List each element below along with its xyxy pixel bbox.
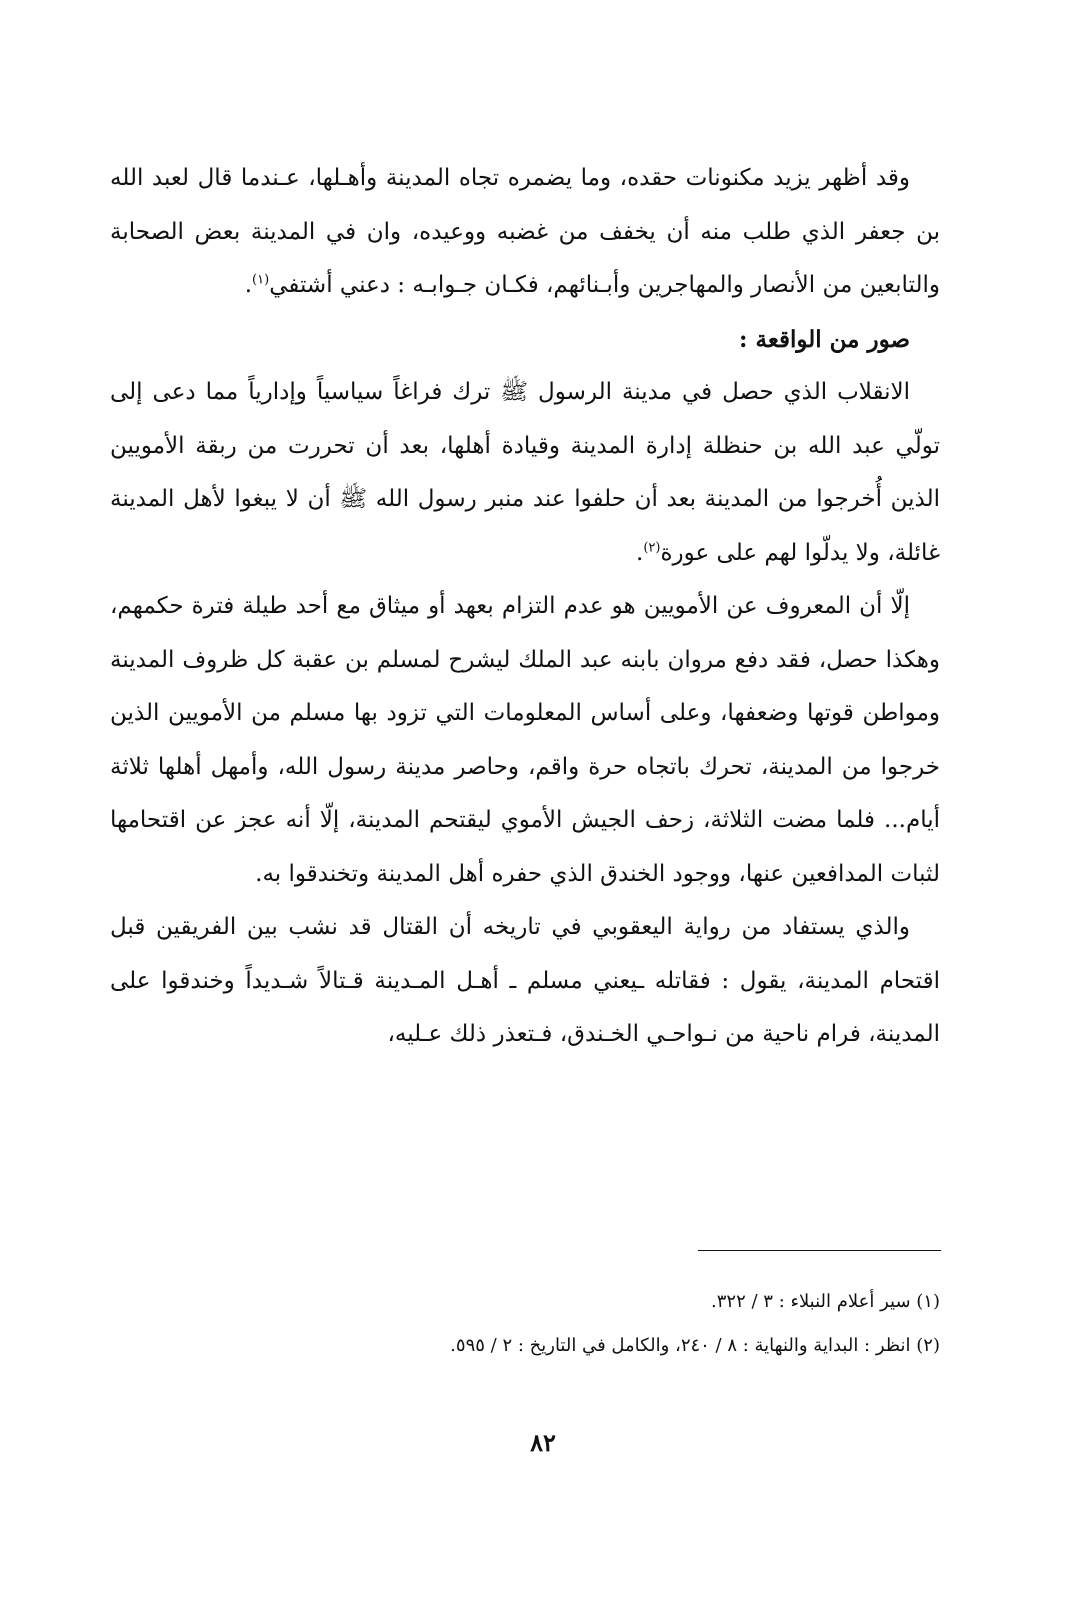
footnote-divider <box>698 1250 941 1251</box>
paragraph-2-tail: . <box>636 539 644 566</box>
section-heading: صور من الواقعة : <box>739 325 910 353</box>
paragraph-2 <box>110 366 940 580</box>
footnotes <box>110 1280 940 1368</box>
footnote-ref-2: (٢) <box>643 539 661 555</box>
paragraph-1 <box>110 152 940 313</box>
paragraph-1-text: وقد أظهر يزيد مكنونات حقده، وما يضمره تجاه المدينة وأهـلها، عـندما قال لعبد الله بن جعفر الذي طلب منه أن يخفف من غضبه ووعيده، وان في المدينة بعض الصحابة والتابعين من الأنصار والمهاجرين وأبـنائهم، فكـان جـوابـه : دعني أشتفي <box>110 165 940 298</box>
paragraph-1-tail: . <box>244 272 253 298</box>
paragraph-3: إلّا أن المعروف عن الأمويين هو عدم التزام بعهد أو ميثاق مع أحد طيلة فترة حكمهم، وهكذا حصل، فقد دفع مروان بابنه عبد الملك ليشرح لمسلم بن عقبة كل ظروف المدينة ومواطن قوتها وضعفها، وعلى أساس المعلومات التي تزود بها مسلم من الأمويين الذين خرجوا من المدينة، تحرك باتجاه حرة واقم، وحاصر مدينة رسول الله، وأمهل أهلها ثلاثة أيام... فلما مضت الثلاثة، زحف الجيش الأموي ليقتحم المدينة، إلّا أنه عجز عن اقتحامها لثبات المدافعين عنها، ووجود الخندق الذي حفره أهل المدينة وتخندقوا به. <box>110 593 940 887</box>
footnote-ref-1: (١) <box>252 272 270 288</box>
paragraph-2-text: الانقلاب الذي حصل في مدينة الرسول ﷺ ترك فراغاً سياسياً وإدارياً مما دعى إلى تولّي عبد الله بن حنظلة إدارة المدينة وقيادة أهلها، بعد أن تحررت من ربقة الأمويين الذين أُخرجوا من المدينة بعد أن حلفوا عند منبر رسول الله ﷺ أن لا يبغوا لأهل المدينة غائلة، ولا يدلّوا لهم على عورة <box>110 379 940 566</box>
footnote-1: (١) سير أعلام النبلاء : ٣ / ٣٢٢. <box>711 1291 940 1312</box>
page-number: ٨٢ <box>530 1428 556 1457</box>
footnote-2: (٢) انظر : البداية والنهاية : ٨ / ٢٤٠، والكامل في التاريخ : ٢ / ٥٩٥. <box>450 1335 940 1356</box>
body-text <box>110 152 940 1062</box>
paragraph-4: والذي يستفاد من رواية اليعقوبي في تاريخه أن القتال قد نشب بين الفريقين قبل اقتحام المدينة، يقول : فقاتله ـيعني مسلم ـ أهـل المـدينة قـتالاً شـديداً وخندقوا على المدينة، فرام ناحية من نـواحـي الخـندق، فـتعذر ذلك عـليه، <box>110 914 940 1047</box>
